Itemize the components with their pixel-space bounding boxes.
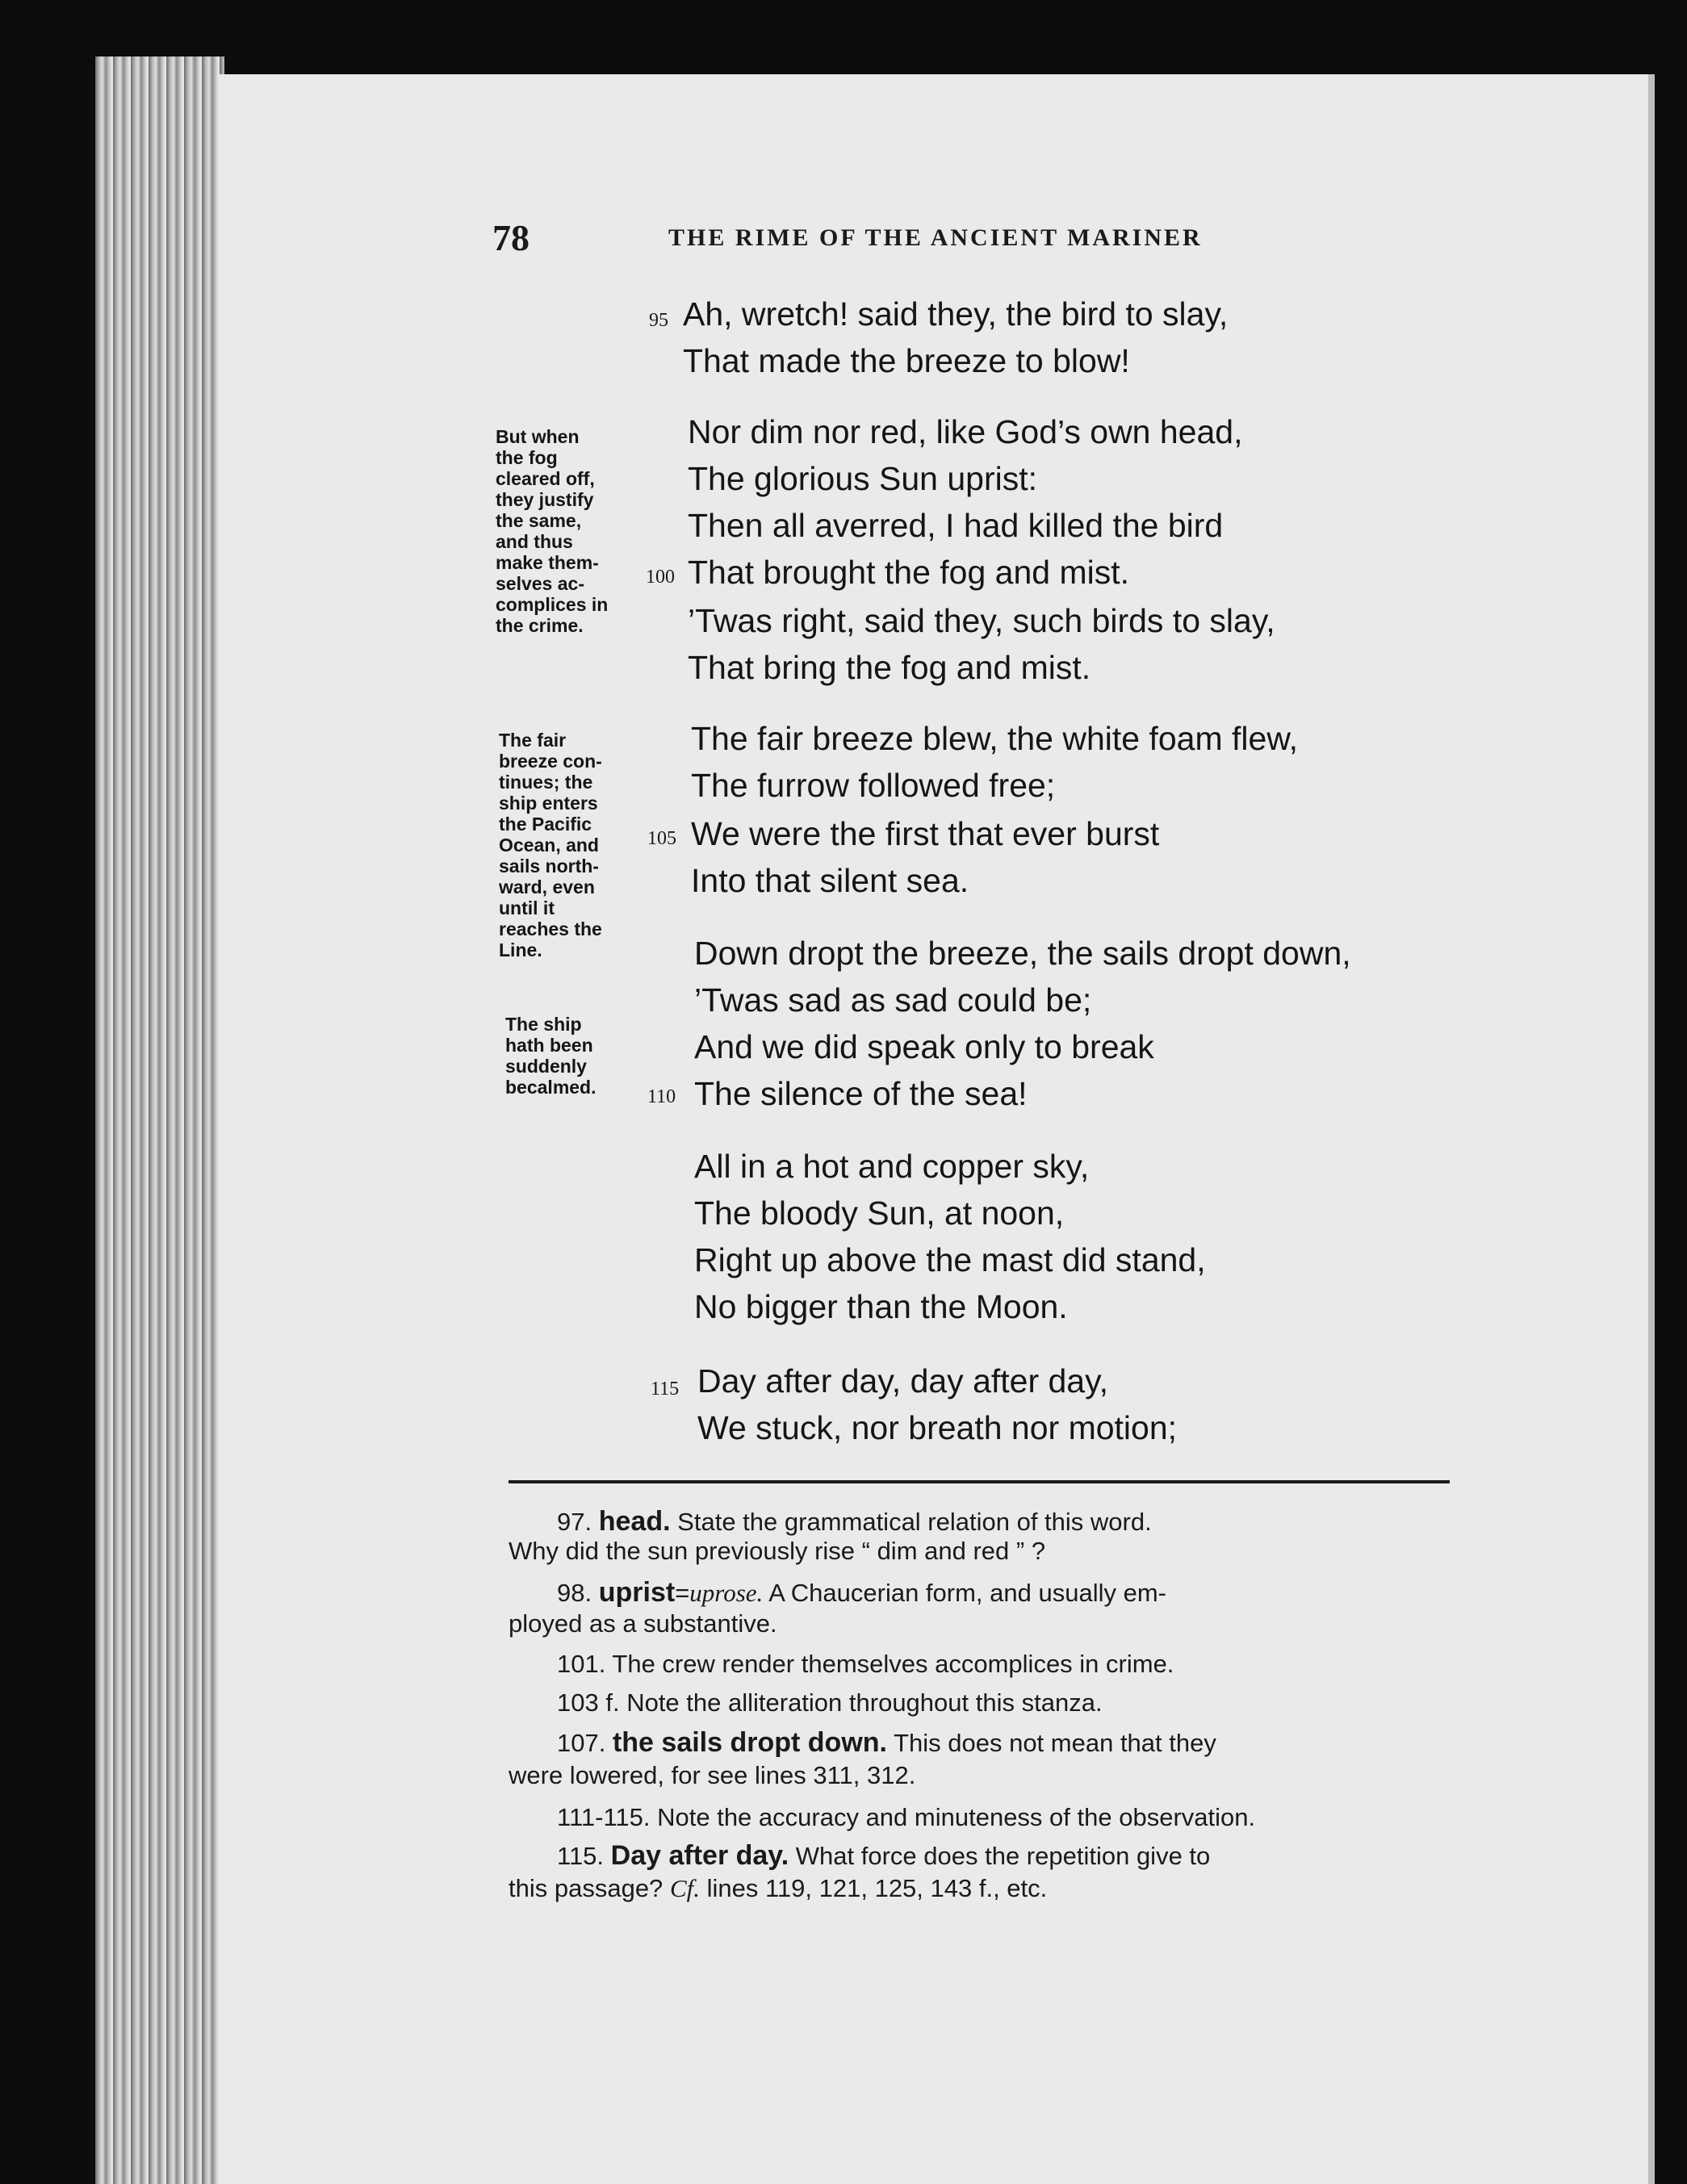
verse-line: The glorious Sun uprist:	[688, 460, 1038, 497]
marginal-gloss: The fair breeze con- tinues; the ship enters the Pacific Ocean, and sails north- ward, even until it reaches the Line.	[499, 730, 602, 960]
verse-line: Day after day, day after day,	[697, 1362, 1108, 1400]
verse-line: Ah, wretch! said they, the bird to slay,	[683, 295, 1229, 333]
footnote: 107. the sails dropt down. This does not mean that they	[557, 1727, 1216, 1758]
verse-line: All in a hot and copper sky,	[694, 1148, 1090, 1185]
running-head: THE RIME OF THE ANCIENT MARINER	[668, 224, 1203, 251]
marginal-gloss: But when the fog cleared off, they justify the same, and thus make them- selves ac- complices in the crime.	[496, 426, 609, 636]
verse-line: That brought the fog and mist.	[688, 554, 1129, 591]
verse-line: Right up above the mast did stand,	[694, 1241, 1206, 1278]
line-number: 110	[647, 1086, 676, 1107]
verse-line: We stuck, nor breath nor motion;	[697, 1409, 1178, 1446]
verse-line: That made the breeze to blow!	[683, 342, 1130, 379]
footnote-continuation: this passage? Cf. lines 119, 121, 125, 143 f., etc.	[509, 1874, 1048, 1902]
line-number: 95	[649, 310, 668, 331]
verse-line: The furrow followed free;	[691, 767, 1056, 804]
footnote-continuation: Why did the sun previously rise “ dim and red ” ?	[509, 1537, 1046, 1565]
footnote: 101. The crew render themselves accomplices in crime.	[557, 1650, 1174, 1678]
verse-line: The silence of the sea!	[694, 1075, 1028, 1112]
footnote: 115. Day after day. What force does the repetition give to	[557, 1840, 1211, 1871]
verse-line: Then all averred, I had killed the bird	[688, 507, 1224, 544]
footnote-continuation: were lowered, for see lines 311, 312.	[509, 1761, 916, 1789]
verse-line: ’Twas sad as sad could be;	[694, 981, 1092, 1019]
page-number: 78	[492, 217, 530, 258]
line-number: 115	[651, 1379, 680, 1400]
line-number: 105	[647, 828, 676, 849]
verse-line: Down dropt the breeze, the sails dropt down,	[694, 935, 1351, 972]
verse-line: We were the first that ever burst	[691, 815, 1160, 852]
verse-line: Into that silent sea.	[691, 862, 969, 899]
verse-line: That bring the fog and mist.	[688, 649, 1091, 686]
footnote-rule	[509, 1480, 1450, 1483]
verse-line: The bloody Sun, at noon,	[694, 1195, 1065, 1232]
verse-line: Nor dim nor red, like God’s own head,	[688, 413, 1243, 450]
footnote-continuation: ployed as a substantive.	[509, 1609, 777, 1638]
verse-line: ’Twas right, said they, such birds to slay,	[688, 602, 1275, 639]
verse-line: And we did speak only to break	[694, 1028, 1154, 1065]
line-number: 100	[646, 567, 675, 588]
verse-line: No bigger than the Moon.	[694, 1288, 1068, 1325]
marginal-gloss: The ship hath been suddenly becalmed.	[505, 1014, 597, 1098]
page-right-edge	[1648, 74, 1655, 2184]
footnote: 98. uprist=uprose. A Chaucerian form, and usually em-	[557, 1577, 1166, 1608]
footnote: 103 f. Note the alliteration throughout this stanza.	[557, 1688, 1103, 1717]
page-edges	[95, 56, 224, 2184]
footnote: 111-115. Note the accuracy and minuteness of the observation.	[557, 1803, 1256, 1831]
verse-line: The fair breeze blew, the white foam flew,	[691, 720, 1299, 757]
footnote: 97. head. State the grammatical relation of this word.	[557, 1506, 1152, 1537]
